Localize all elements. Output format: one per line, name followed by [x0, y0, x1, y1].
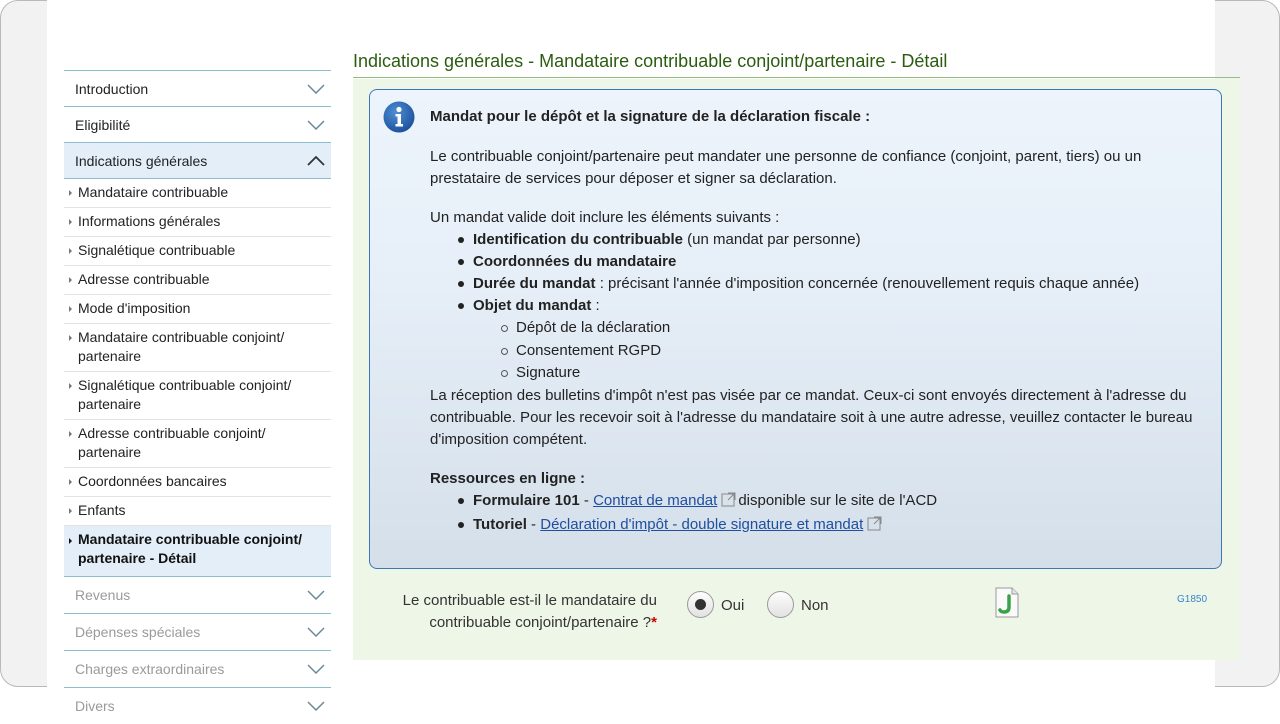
- tutoriel-link[interactable]: Déclaration d'impôt - double signature et mandat: [540, 515, 864, 533]
- sidebar-section-label: Divers: [75, 698, 115, 714]
- sidebar-item-label: Adresse contribuable conjoint/ partenaire: [78, 425, 266, 460]
- resources-title: Ressources en ligne :: [430, 469, 586, 487]
- sidebar-item-mandataire-contribuable[interactable]: [64, 179, 331, 208]
- sidebar-item-label: Adresse contribuable: [78, 271, 210, 287]
- sidebar-item-enfants[interactable]: [64, 497, 331, 526]
- sidebar-section-charges-extraordinaires[interactable]: [64, 650, 331, 687]
- list-item: Objet du mandat : Dépôt de la déclaration Consentement RGPD Signature: [473, 295, 1215, 385]
- sidebar-section-revenus[interactable]: [64, 576, 331, 613]
- sidebar-section-label: Dépenses spéciales: [75, 624, 201, 640]
- sidebar-section-label: Indications générales: [75, 152, 208, 169]
- sidebar-item-mandataire-conjoint-detail[interactable]: [64, 526, 331, 576]
- sidebar-section-indications-generales[interactable]: [64, 142, 331, 178]
- chevron-down-icon: [307, 627, 325, 637]
- radio-selected-dot: [695, 599, 706, 610]
- sidebar-item-label: Enfants: [78, 502, 126, 518]
- sidebar-item-label: Signalétique contribuable conjoint/ partenaire: [78, 377, 292, 412]
- sidebar-item-signaletique-conjoint[interactable]: [64, 372, 331, 420]
- sidebar-section-label: Charges extraordinaires: [75, 661, 225, 677]
- info-content: [430, 106, 1215, 538]
- list-item: Identification du contribuable (un mandat par personne): [473, 229, 1215, 251]
- radio-oui[interactable]: [687, 591, 714, 618]
- sidebar-subitems: [64, 178, 331, 576]
- sidebar-nav: [64, 70, 331, 724]
- sidebar-section-label: Eligibilité: [75, 116, 131, 133]
- page-title: Indications générales - Mandataire contribuable conjoint/partenaire - Détail: [353, 51, 948, 71]
- sidebar-section-depenses-speciales[interactable]: [64, 613, 331, 650]
- sidebar-item-label: Coordonnées bancaires: [78, 473, 227, 489]
- info-icon: [383, 101, 415, 133]
- sidebar-item-coordonnees-bancaires[interactable]: [64, 468, 331, 497]
- sidebar-item-signaletique-contribuable[interactable]: [64, 237, 331, 266]
- sidebar-item-adresse-contribuable[interactable]: [64, 266, 331, 295]
- chevron-down-icon: [307, 590, 325, 600]
- list-item: Dépôt de la déclaration: [516, 317, 1215, 340]
- requirements-list: [430, 229, 1215, 385]
- list-item: Coordonnées du mandataire: [473, 251, 1215, 273]
- sidebar-section-label: Revenus: [75, 587, 131, 603]
- sidebar-item-label: Mandataire contribuable conjoint/ partenaire - Détail: [78, 531, 303, 566]
- chevron-up-icon: [307, 156, 325, 166]
- chevron-down-icon: [307, 120, 325, 130]
- list-item: Formulaire 101 - Contrat de mandat disponible sur le site de l'ACD: [473, 490, 1215, 514]
- title-divider: [353, 77, 1240, 78]
- list-item: Durée du mandat : précisant l'année d'imposition concernée (renouvellement requis chaque année): [473, 273, 1215, 295]
- contrat-de-mandat-link[interactable]: Contrat de mandat: [593, 491, 718, 509]
- question-text: Le contribuable est-il le mandataire du contribuable conjoint/partenaire ?: [402, 592, 657, 631]
- sidebar-item-label: Signalétique contribuable: [78, 242, 236, 258]
- object-sublist: [473, 317, 1215, 385]
- chevron-down-icon: [307, 664, 325, 674]
- sidebar-item-label: Informations générales: [78, 213, 221, 229]
- chevron-down-icon: [307, 84, 325, 94]
- sidebar-item-adresse-conjoint[interactable]: [64, 420, 331, 468]
- info-paragraph-1: Le contribuable conjoint/partenaire peut mandater une personne de confiance (conjoint, parent, tiers) ou un prestataire de services pour déposer et signer sa déclaration.: [430, 148, 1142, 187]
- external-link-icon: [867, 516, 882, 538]
- list-item: Consentement RGPD: [516, 340, 1215, 363]
- sidebar-section-eligibilite[interactable]: [64, 106, 331, 142]
- sidebar-item-label: Mandataire contribuable conjoint/ partenaire: [78, 329, 285, 364]
- radio-non-label[interactable]: Non: [801, 597, 829, 614]
- chevron-down-icon: [307, 701, 325, 711]
- radio-non[interactable]: [767, 591, 794, 618]
- external-link-icon: [721, 492, 736, 514]
- sidebar-item-label: Mandataire contribuable: [78, 184, 229, 200]
- list-item: Signature: [516, 362, 1215, 385]
- sidebar-item-informations-generales[interactable]: [64, 208, 331, 237]
- document-icon[interactable]: [995, 587, 1019, 618]
- sidebar-item-mandataire-conjoint[interactable]: [64, 324, 331, 372]
- sidebar-section-introduction[interactable]: [64, 70, 331, 106]
- required-mark: *: [651, 614, 657, 631]
- info-title: Mandat pour le dépôt et la signature de la déclaration fiscale :: [430, 108, 871, 125]
- sidebar-item-label: Mode d'imposition: [78, 300, 191, 316]
- radio-oui-label[interactable]: Oui: [721, 597, 745, 614]
- sidebar-section-divers[interactable]: [64, 687, 331, 724]
- resources-list: [430, 490, 1215, 538]
- info-paragraph-2: Un mandat valide doit inclure les éléments suivants :: [430, 209, 780, 226]
- question-label: [370, 590, 657, 634]
- info-box: [369, 89, 1222, 569]
- info-paragraph-3: La réception des bulletins d'impôt n'est pas visée par ce mandat. Ceux-ci sont envoyés directement à l'adresse du contribuable. Pour les recevoir soit à l'adresse du mandataire soit à une autre adresse, veuillez contacter le bureau d'imposition compétent.: [430, 386, 1193, 448]
- list-item: Tutoriel - Déclaration d'impôt - double signature et mandat: [473, 514, 1215, 538]
- field-code: G1850: [1177, 594, 1208, 605]
- sidebar-item-mode-imposition[interactable]: [64, 295, 331, 324]
- sidebar-section-label: Introduction: [75, 80, 149, 97]
